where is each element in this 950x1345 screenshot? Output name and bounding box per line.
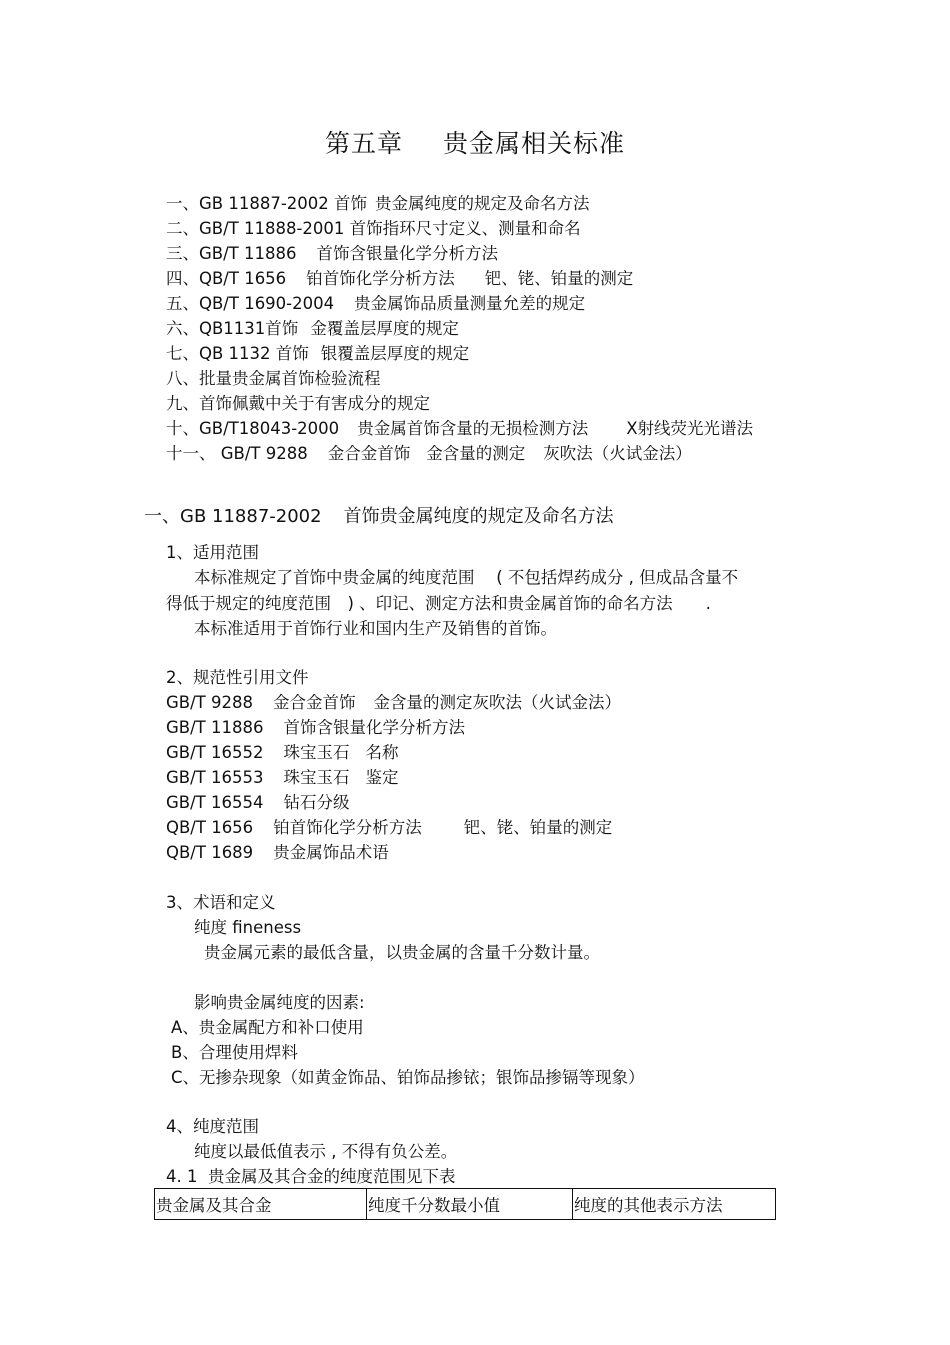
subsection-title: 2、规范性引用文件 [166, 668, 309, 687]
page-title [0, 124, 950, 160]
section-heading: 一、GB 11887-2002 首饰贵金属纯度的规定及命名方法 [144, 506, 614, 527]
reference-item: QB/T 1689 贵金属饰品术语 [166, 843, 389, 862]
table-header-cell: 贵金属及其合金 [155, 1189, 367, 1220]
toc-item: 六、QB1131首饰 金覆盖层厚度的规定 [166, 319, 459, 338]
table-caption: 4. 1 贵金属及其合金的纯度范围见下表 [166, 1167, 456, 1186]
toc-item: 十一、 GB/T 9288 金合金首饰 金含量的测定 灰吹法（火试金法） [166, 444, 692, 463]
toc-item: 八、批量贵金属首饰检验流程 [166, 369, 381, 388]
term-definition: 贵金属元素的最低含量，以贵金属的含量千分数计量。 [204, 943, 600, 962]
table-header-cell: 纯度千分数最小值 [367, 1189, 573, 1220]
factors-title: 影响贵金属纯度的因素: [194, 993, 365, 1012]
paragraph-line: 本标准规定了首饰中贵金属的纯度范围 ( 不包括焊药成分 , 但成品含量不 [194, 568, 739, 587]
toc-item: 二、GB/T 11888-2001 首饰指环尺寸定义、测量和命名 [166, 219, 581, 238]
reference-item: GB/T 16552 珠宝玉石 名称 [166, 743, 399, 762]
toc-item: 四、QB/T 1656 铂首饰化学分析方法 钯、铑、铂量的测定 [166, 269, 634, 288]
term: 纯度 fineness [194, 918, 302, 937]
reference-item: GB/T 11886 首饰含银量化学分析方法 [166, 718, 465, 737]
toc-item: 九、首饰佩戴中关于有害成分的规定 [166, 394, 430, 413]
factor-item: A、贵金属配方和补口使用 [171, 1018, 364, 1037]
toc-item: 三、GB/T 11886 首饰含银量化学分析方法 [166, 244, 498, 263]
table-header-row [155, 1189, 776, 1220]
subsection-title: 3、术语和定义 [166, 893, 276, 912]
paragraph-line: 得低于规定的纯度范围 ) 、印记、测定方法和贵金属首饰的命名方法 . [166, 594, 711, 613]
chapter-number: 第五章 [324, 129, 403, 158]
reference-item: GB/T 9288 金合金首饰 金含量的测定灰吹法（火试金法） [166, 693, 621, 712]
table-header-cell: 纯度的其他表示方法 [573, 1189, 776, 1220]
purity-table [154, 1188, 776, 1220]
reference-item: QB/T 1656 铂首饰化学分析方法 钯、铑、铂量的测定 [166, 818, 613, 837]
reference-item: GB/T 16554 钻石分级 [166, 793, 350, 812]
subsection-title: 4、纯度范围 [166, 1117, 259, 1136]
factor-item: C、无掺杂现象（如黄金饰品、铂饰品掺铱；银饰品掺镉等现象） [171, 1068, 645, 1087]
reference-item: GB/T 16553 珠宝玉石 鉴定 [166, 768, 399, 787]
toc-item: 七、QB 1132 首饰 银覆盖层厚度的规定 [166, 344, 470, 363]
chapter-title: 贵金属相关标准 [443, 129, 626, 158]
toc-item: 十、GB/T18043-2000 贵金属首饰含量的无损检测方法 X射线荧光光谱法 [166, 419, 753, 438]
paragraph-line: 纯度以最低值表示 , 不得有负公差。 [194, 1142, 458, 1161]
subsection-title: 1、适用范围 [166, 543, 259, 562]
toc-item: 一、GB 11887-2002 首饰 贵金属纯度的规定及命名方法 [166, 194, 590, 213]
toc-item: 五、QB/T 1690-2004 贵金属饰品质量测量允差的规定 [166, 294, 586, 313]
factor-item: B、合理使用焊料 [171, 1043, 298, 1062]
paragraph-line: 本标准适用于首饰行业和国内生产及销售的首饰。 [194, 619, 557, 638]
